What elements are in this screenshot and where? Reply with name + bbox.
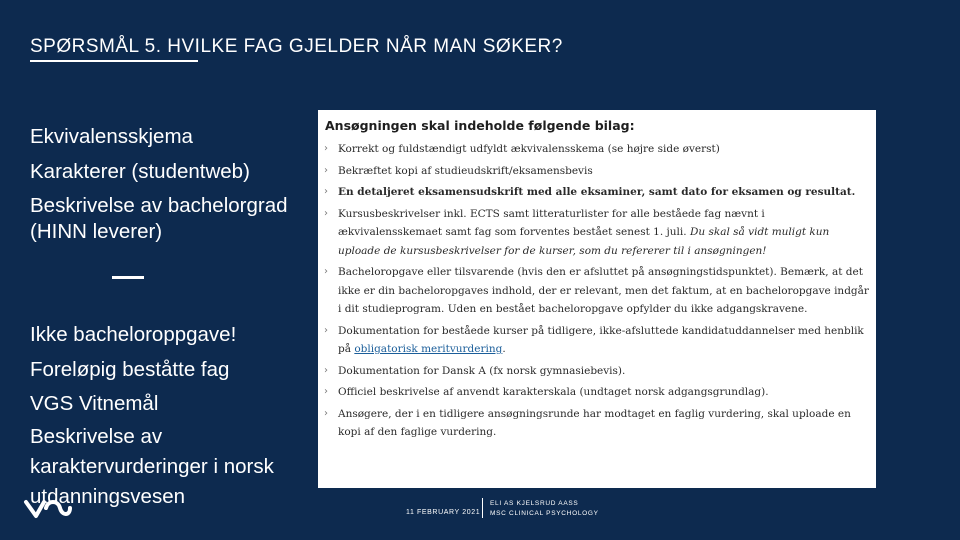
author-program: MSC CLINICAL PSYCHOLOGY bbox=[490, 510, 599, 517]
left-item: Ikke bacheloroppgave! bbox=[30, 323, 237, 346]
list-item: › Korrekt og fuldstændigt udfyldt ækvivalensskema (se højre side øverst) bbox=[324, 140, 872, 159]
chevron-right-icon: › bbox=[324, 207, 328, 219]
list-item: › Bekræftet kopi af studieudskrift/eksamensbevis bbox=[324, 162, 872, 181]
chevron-right-icon: › bbox=[324, 266, 328, 277]
chevron-right-icon: › bbox=[324, 186, 328, 197]
chevron-right-icon: › bbox=[324, 324, 328, 336]
title-underline bbox=[30, 60, 198, 62]
footer-divider bbox=[482, 498, 483, 518]
author-name: ELI AS KJELSRUD AASS bbox=[490, 500, 579, 507]
left-item: Beskrivelse av bachelorgrad (HINN leverer) bbox=[30, 194, 288, 243]
left-item: Ekvivalensskjema bbox=[30, 125, 193, 148]
chevron-right-icon: › bbox=[324, 164, 328, 176]
left-item: Karakterer (studentweb) bbox=[30, 159, 250, 183]
left-item: Foreløpig beståtte fag bbox=[30, 357, 230, 381]
left-list-primary bbox=[30, 120, 310, 249]
left-item: VGS Vitnemål bbox=[30, 392, 159, 415]
slide-title: SPØRSMÅL 5. HVILKE FAG GJELDER NÅR MAN SØKER? bbox=[30, 36, 563, 57]
footer-author bbox=[490, 499, 599, 519]
chevron-right-icon: › bbox=[324, 143, 328, 154]
list-item: › Officiel beskrivelse af anvendt karakterskala (undtaget norsk adgangsgrundlag). bbox=[324, 383, 872, 402]
document-screenshot bbox=[318, 110, 876, 488]
footer-date: 11 FEBRUARY 2021 bbox=[406, 509, 481, 516]
list-item: › Kursusbeskrivelser inkl. ECTS samt litteraturlister for alle beståede fag nævnt i ækvivalensskemaet samt fag som forventes bestået senest 1. juli. Du skal så vidt muligt kun uploade de kursusbeskrivelser for de kurser, som du refererer til i ansøgningen! bbox=[324, 205, 872, 261]
meritvurdering-link[interactable]: obligatorisk meritvurdering bbox=[354, 343, 503, 355]
document-heading: Ansøgningen skal indeholde følgende bilag: bbox=[325, 118, 635, 133]
list-item: › Bacheloropgave eller tilsvarende (hvis den er afsluttet på ansøgningstidspunktet). Bemærk, at det ikke er din bacheloropgaves indhold, der er relevant, men det faktum, at en bacheloropgave indgår i dit studieprogram. Uden en bestået bacheloropgave opfylder du ikke adgangskravene. bbox=[324, 263, 872, 319]
list-item: › Ansøgere, der i en tidligere ansøgningsrunde har modtaget en faglig vurdering, skal uploade en kopi af den faglige vurdering. bbox=[324, 405, 872, 442]
left-item: Beskrivelse av karaktervurderinger i norsk utdanningsvesen bbox=[30, 424, 274, 508]
document-list bbox=[324, 140, 872, 445]
list-item: › En detaljeret eksamensudskrift med alle eksaminer, samt dato for eksamen og resultat. bbox=[324, 183, 872, 202]
decorative-underline bbox=[112, 276, 144, 279]
left-list-secondary bbox=[30, 318, 330, 512]
list-item: › Dokumentation for Dansk A (fx norsk gymnasiebevis). bbox=[324, 362, 872, 381]
chevron-right-icon: › bbox=[324, 407, 328, 419]
chevron-right-icon: › bbox=[324, 386, 328, 397]
list-item: › Dokumentation for beståede kurser på tidligere, ikke-afsluttede kandidatuddannelser med henblik på obligatorisk meritvurdering. bbox=[324, 322, 872, 359]
chevron-right-icon: › bbox=[324, 364, 328, 376]
university-logo bbox=[22, 494, 74, 522]
